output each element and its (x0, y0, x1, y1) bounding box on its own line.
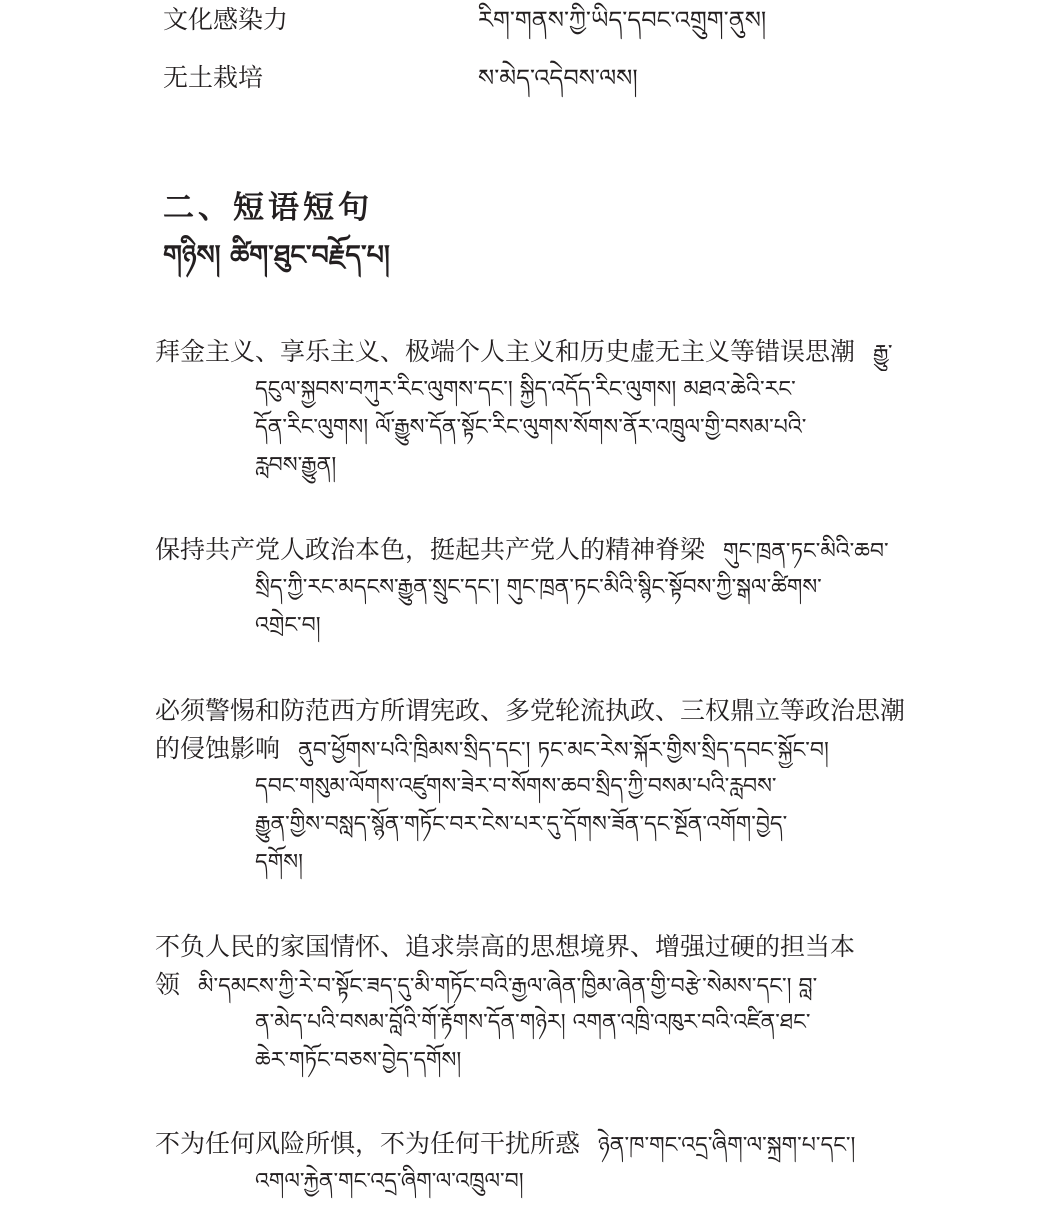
phrase-chinese: 拜金主义、享乐主义、极端个人主义和历史虚无主义等错误思潮 (155, 337, 856, 366)
phrase-tibetan-line: ཆེར་གཏོང་བཅས་བྱེད་དགོས། (255, 1048, 462, 1073)
phrase-tibetan-line: ན་མེད་པའི་བསམ་བློའི་གོ་རྟོགས་དོན་གཉེར། འགན་འཁྲི་འཁུར་བའི་འཛིན་ཐང་ (255, 1010, 811, 1035)
vocab-tibetan: ས་མེད་འདེབས་ལས། (478, 64, 638, 92)
vocab-tibetan: རིག་གནས་ཀྱི་ཡིད་དབང་འགྲུག་ནུས། (478, 6, 767, 34)
phrase-entry (155, 531, 925, 645)
vocab-row (0, 58, 1061, 98)
phrase-tibetan-line: དགོས། (255, 850, 303, 875)
phrase-tibetan: རྒྱུ་ (873, 341, 893, 366)
section-title-chinese: 二、短语短句 (163, 190, 373, 226)
phrase-chinese: 不为任何风险所惧，不为任何干扰所惑 (155, 1129, 581, 1158)
phrase-chinese: 领 (155, 970, 181, 999)
phrase-entry (155, 692, 925, 882)
phrase-tibetan-line: དངུལ་སྐྱབས་བཀུར་རིང་ལུགས་དང་། སྐྱིད་འདོད་རིང་ལུགས། མཐའ་ཆེའི་རང་ (255, 377, 796, 402)
phrase-tibetan: ནུབ་ཕྱོགས་པའི་ཁྲིམས་སྲིད་དང་། ཏང་མང་རེས་སྐོར་གྱིས་སྲིད་དབང་སྐྱོང་བ། (298, 738, 829, 763)
phrase-chinese: 的侵蚀影响 (155, 734, 281, 763)
phrase-entry (155, 928, 925, 1080)
phrase-tibetan-line: འགྲེང་བ། (255, 613, 321, 638)
phrase-tibetan-line: དབང་གསུམ་ལོགས་འཛུགས་ཟེར་བ་སོགས་ཆབ་སྲིད་ཀྱི་བསམ་པའི་རླབས་ (255, 774, 777, 799)
phrase-entry (155, 1125, 925, 1201)
phrase-chinese: 保持共产党人政治本色，挺起共产党人的精神脊梁 (155, 535, 706, 564)
phrase-entry (155, 333, 925, 485)
phrase-tibetan-line: འགལ་རྐྱེན་གང་འདྲ་ཞིག་ལ་འཁྲུལ་བ། (255, 1169, 524, 1194)
phrase-tibetan-line: རྒྱུན་གྱིས་བསླད་སྙོན་གཏོང་བར་ངེས་པར་དུ་དོགས་ཟོན་དང་སྔོན་འགོག་བྱེད་ (255, 812, 788, 837)
phrase-chinese: 不负人民的家国情怀、追求崇高的思想境界、增强过硬的担当本 (155, 932, 856, 961)
vocab-chinese: 无土栽培 (163, 63, 264, 92)
section-title-tibetan: གཉིས། ཚིག་ཐུང་བརྗོད་པ། (163, 240, 390, 271)
phrase-tibetan-line: རླབས་རྒྱུན། (255, 453, 337, 478)
phrase-tibetan: མི་དམངས་ཀྱི་རེ་བ་སྟོང་ཟད་དུ་མི་གཏོང་བའི་རྒྱལ་ཞེན་ཁྱིམ་ཞེན་གྱི་བརྩེ་སེམས་དང་། བླ་ (198, 974, 818, 999)
phrase-tibetan: ཉེན་ཁ་གང་འདྲ་ཞིག་ལ་སྐྲག་པ་དང་། (598, 1133, 856, 1158)
phrase-tibetan: གུང་ཁྲན་ཏང་མིའི་ཆབ་ (723, 539, 889, 564)
phrase-tibetan-line: སྲིད་ཀྱི་རང་མདངས་རྒྱུན་སྲུང་དང་། གུང་ཁྲན་ཏང་མིའི་སྙིང་སྟོབས་ཀྱི་སྒལ་ཚིགས་ (255, 575, 822, 600)
vocab-chinese: 文化感染力 (163, 5, 289, 34)
phrase-chinese: 必须警惕和防范西方所谓宪政、多党轮流执政、三权鼎立等政治思潮 (155, 696, 906, 725)
vocab-row (0, 0, 1061, 40)
phrase-tibetan-line: དོན་རིང་ལུགས། ལོ་རྒྱུས་དོན་སྟོང་རིང་ལུགས་སོགས་ནོར་འཁྲུལ་གྱི་བསམ་པའི་ (255, 415, 807, 440)
